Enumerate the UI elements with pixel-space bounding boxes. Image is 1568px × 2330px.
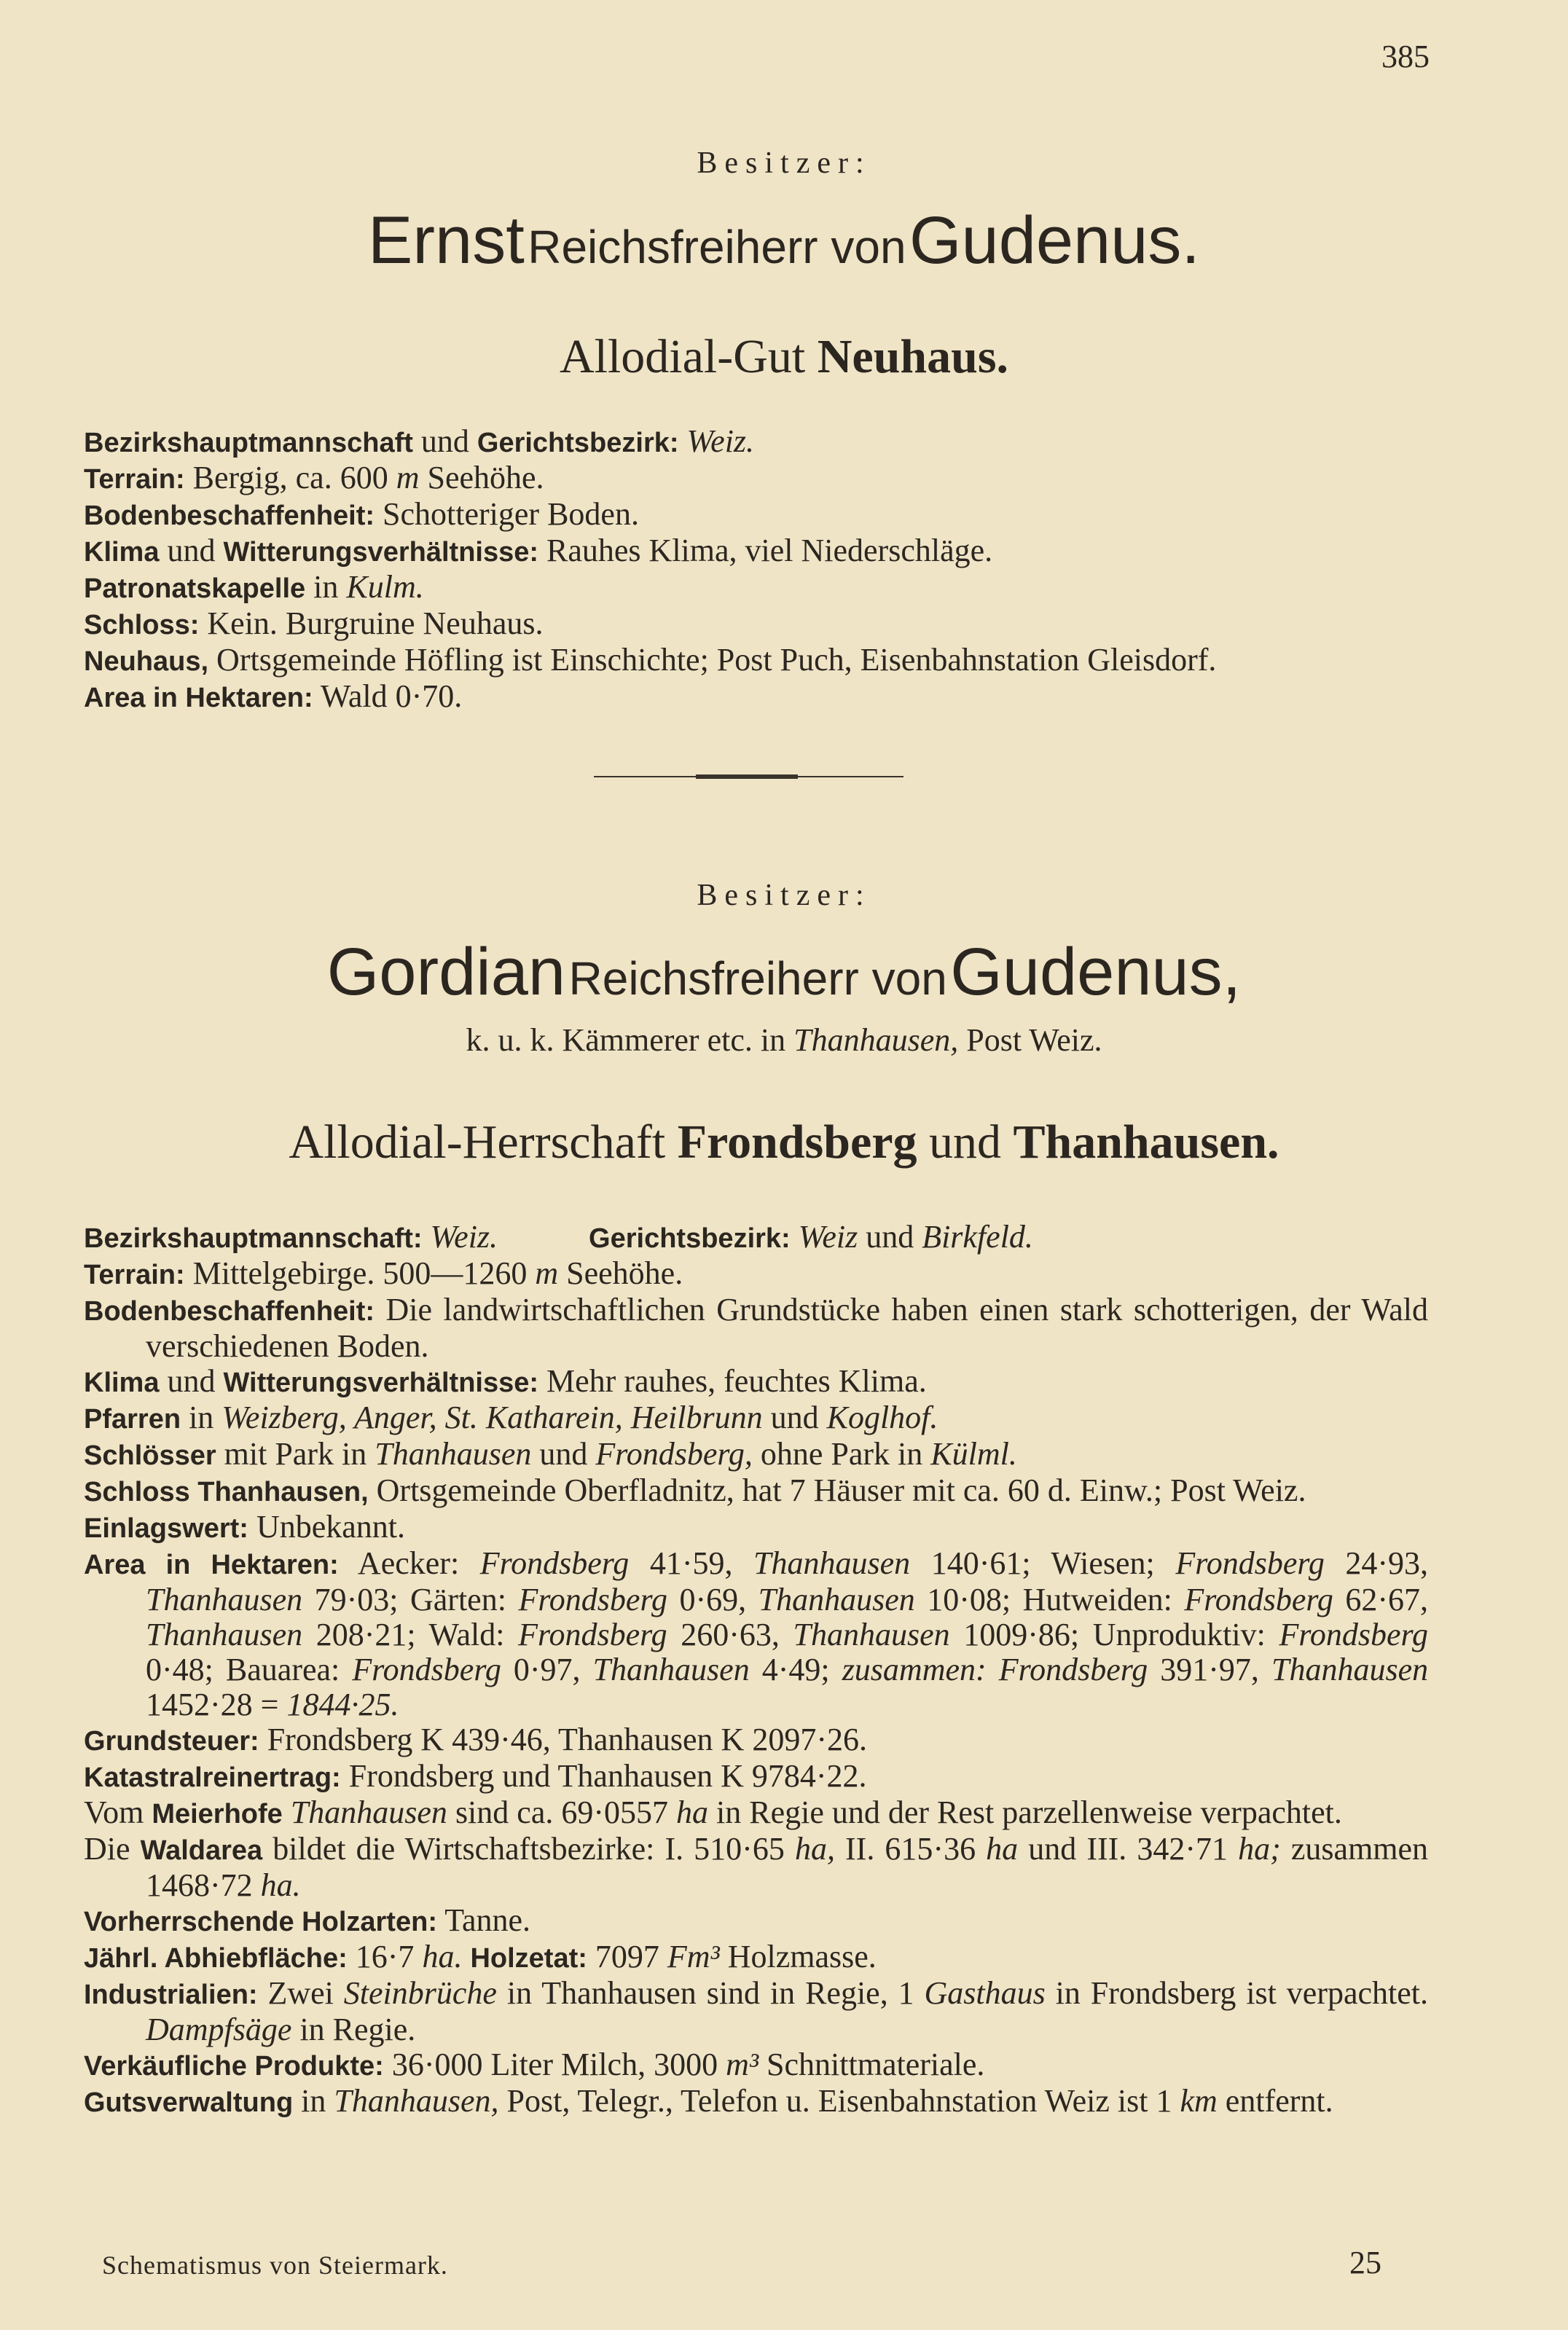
entry-klima: Klima und Witterungsverhältnisse: Mehr rauhes, feuchtes Klima. [84, 1363, 927, 1399]
estate-name-2: Thanhausen. [1013, 1115, 1279, 1169]
entry-schloss: Schloss: Kein. Burgruine Neuhaus. [84, 605, 544, 641]
entry-pfarren: Pfarren in Weizberg, Anger, St. Katharein, Heilbrunn und Koglhof. [84, 1400, 938, 1435]
besitzer-label-1: Besitzer: [697, 146, 871, 180]
entry-terrain: Terrain: Mittelgebirge. 500—1260 m Seehöhe. [84, 1255, 683, 1291]
owner-subtitle: k. u. k. Kämmerer etc. in Thanhausen, Post Weiz. [466, 1022, 1102, 1058]
estate-prefix: Allodial-Gut [559, 330, 806, 383]
owner-name-1 [0, 203, 1568, 279]
entry-bezirk: Bezirkshauptmannschaft: Weiz. Gerichtsbezirk: Weiz und Birkfeld. [84, 1219, 1033, 1255]
entry-bezirk: Bezirkshauptmannschaft und Gerichtsbezirk: Weiz. [84, 423, 755, 459]
entry-produkte: Verkäufliche Produkte: 36·000 Liter Milch, 3000 m³ Schnittmateriale. [84, 2047, 985, 2082]
owner-name-2 [0, 934, 1568, 1011]
entry-meierhof: Vom Meierhofe Thanhausen sind ca. 69·0557 ha in Regie und der Rest parzellenweise verpachtet. [84, 1794, 1342, 1830]
entry-schloesser: Schlösser mit Park in Thanhausen und Frondsberg, ohne Park in Külml. [84, 1436, 1017, 1472]
estate-details-1 [84, 424, 1428, 715]
entry-boden: Bodenbeschaffenheit: Die landwirtschaftlichen Grundstücke haben einen stark schotterigen, der Wald verschiedenen Boden. [84, 1292, 1428, 1364]
besitzer-label-2: Besitzer: [697, 879, 871, 912]
entry-boden: Bodenbeschaffenheit: Schotteriger Boden. [84, 496, 639, 532]
entry-waldarea: Die Waldarea bildet die Wirtschaftsbezirke: I. 510·65 ha, II. 615·36 ha und III. 342·71 ha; zusammen 1468·72 ha. [84, 1831, 1429, 1903]
estate-prefix: Allodial-Herrschaft [289, 1115, 666, 1169]
owner-title: Reichsfreiherr von [568, 952, 947, 1005]
entry-area: Area in Hektaren: Wald 0·70. [84, 678, 463, 714]
owner-last-name: Gudenus, [950, 935, 1242, 1009]
estate-details-2 [84, 1220, 1428, 2120]
estate-title-1 [0, 329, 1568, 385]
footer-title: Schematismus von Steiermark. [102, 2251, 448, 2280]
entry-klima: Klima und Witterungsverhältnisse: Rauhes Klima, viel Niederschläge. [84, 533, 993, 568]
entry-katastral: Katastralreinertrag: Frondsberg und Thanhausen K 9784·22. [84, 1758, 867, 1794]
entry-abhieb: Jährl. Abhiebfläche: 16·7 ha. Holzetat: 7097 Fm³ Holzmasse. [84, 1939, 877, 1974]
entry-area: Area in Hektaren: Aecker: Frondsberg 41·59, Thanhausen 140·61; Wiesen; Frondsberg 24·93, Thanhausen 79·03; Gärten: Frondsberg 0·69, Thanhausen 10·08; Hutweiden: Frondsberg 62·67, Thanhausen 208·21; Wald: Frondsberg 260·63, Thanhausen 1009·86; Unproduktiv: Frondsberg 0·48; Bauarea: Frondsberg 0·97, Thanhausen 4·49; zusammen: Frondsberg 391·97, Thanhausen 1452·28 = 1844·25. [84, 1545, 1429, 1722]
entry-grundsteuer: Grundsteuer: Frondsberg K 439·46, Thanhausen K 2097·26. [84, 1722, 867, 1757]
entry-schloss: Schloss Thanhausen, Ortsgemeinde Oberfladnitz, hat 7 Häuser mit ca. 60 d. Einw.; Post Weiz. [84, 1472, 1306, 1508]
estate-name-1: Frondsberg [677, 1115, 917, 1169]
footer-sheet-number: 25 [1349, 2245, 1381, 2280]
entry-gutsverwaltung: Gutsverwaltung in Thanhausen, Post, Telegr., Telefon u. Eisenbahnstation Weiz ist 1 km entfernt. [84, 2083, 1333, 2119]
estate-name: Neuhaus. [817, 330, 1009, 383]
entry-terrain: Terrain: Bergig, ca. 600 m Seehöhe. [84, 460, 544, 495]
page-number: 385 [1381, 39, 1430, 74]
estate-title-2: Allodial-Herrschaft Frondsberg und Thanhausen. [289, 1115, 1279, 1169]
owner-title: Reichsfreiherr von [528, 221, 906, 273]
section-divider [594, 774, 903, 779]
owner-first-name: Gordian [326, 935, 566, 1009]
owner-last-name: Gudenus. [909, 203, 1200, 278]
entry-holzarten: Vorherrschende Holzarten: Tanne. [84, 1902, 531, 1938]
entry-neuhaus: Neuhaus, Ortsgemeinde Höfling ist Einschichte; Post Puch, Eisenbahnstation Gleisdorf. [84, 642, 1217, 678]
entry-patronat: Patronatskapelle in Kulm. [84, 569, 424, 605]
entry-einlagswert: Einlagswert: Unbekannt. [84, 1509, 406, 1545]
entry-industrialien: Industrialien: Zwei Steinbrüche in Thanhausen sind in Regie, 1 Gasthaus in Frondsberg ist verpachtet. Dampfsäge in Regie. [84, 1975, 1429, 2047]
owner-first-name: Ernst [368, 203, 525, 278]
